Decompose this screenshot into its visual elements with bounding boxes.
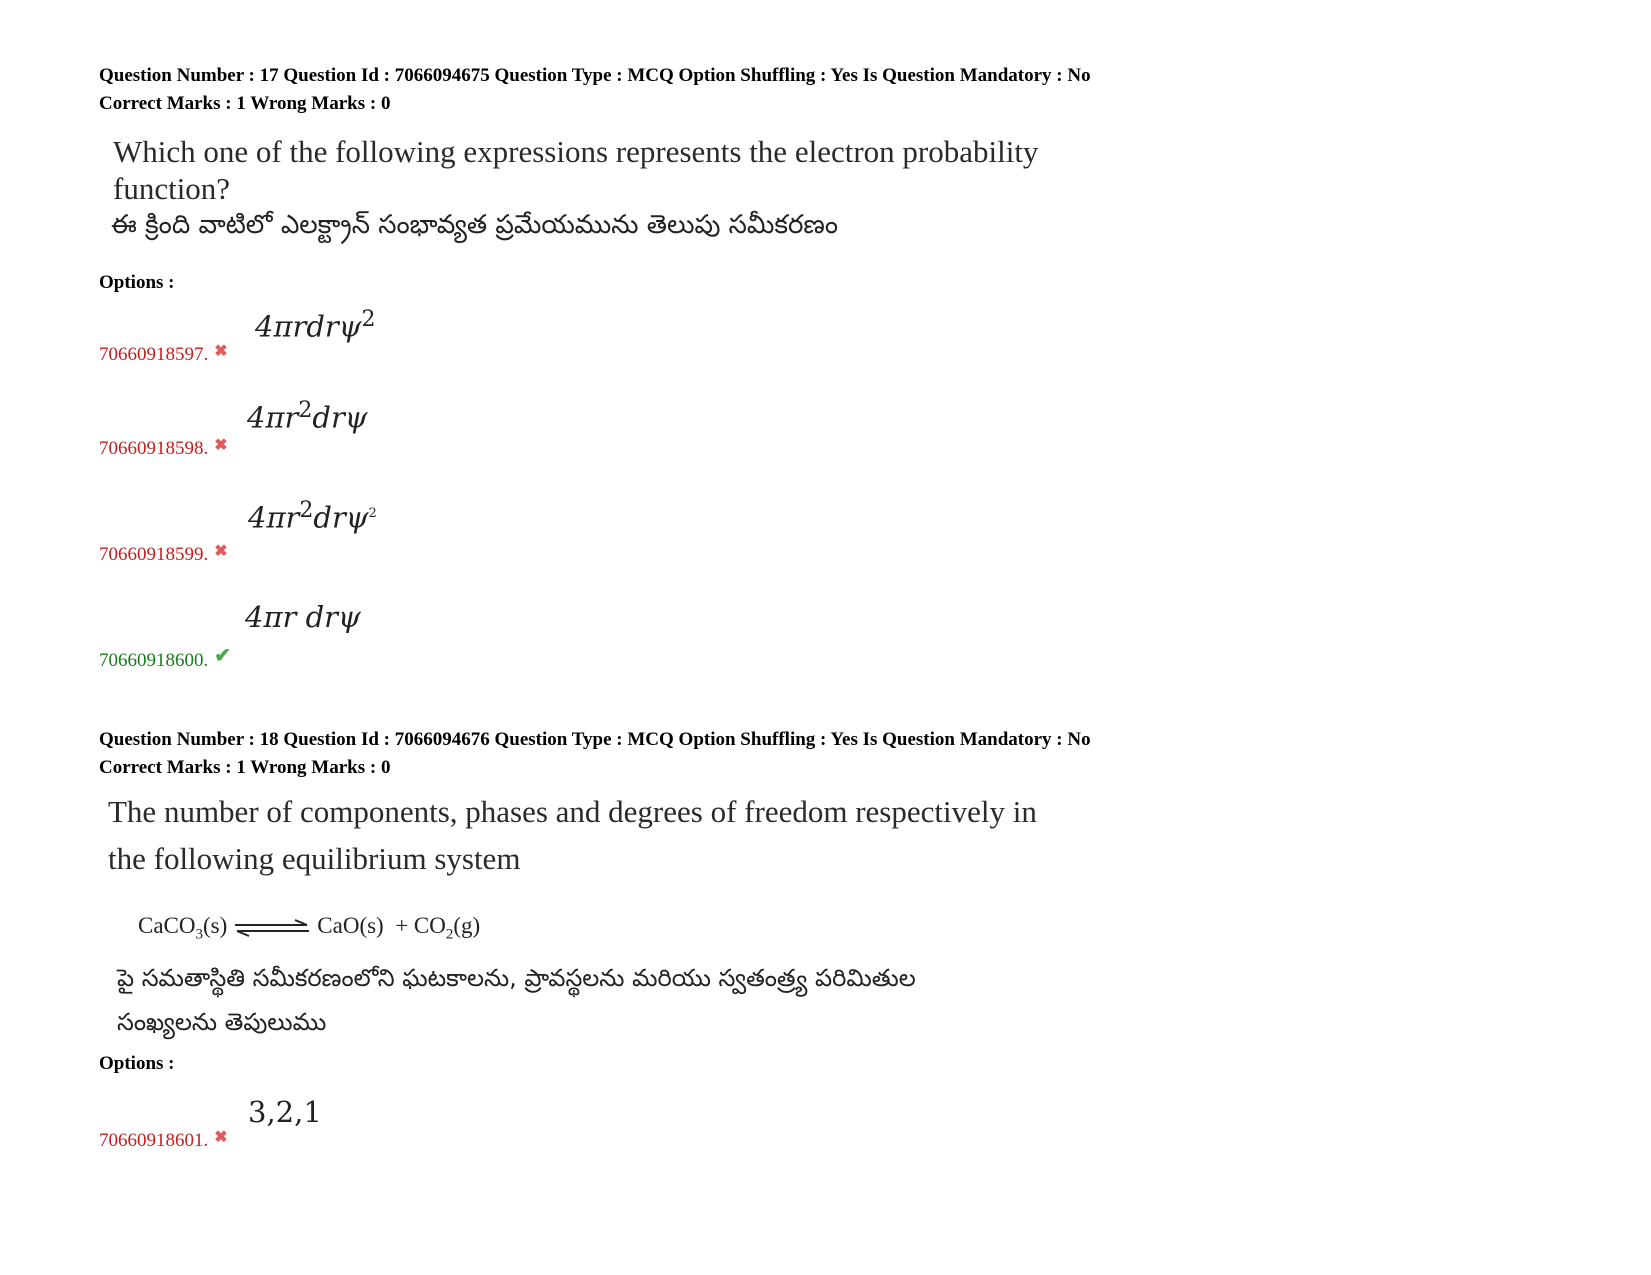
question-17-header: Question Number : 17 Question Id : 7066094675 Question Type : MCQ Option Shuffling : Yes Is Question Mandatory : No <box>99 65 1091 86</box>
option-18-1[interactable] <box>99 1127 228 1152</box>
question-18-telugu-line1: పై సమతాస్థితి సమీకరణంలోని ఘటకాలను, ప్రావస్థలను మరియు స్వతంత్ర్య పరిమితుల <box>117 964 916 992</box>
cross-icon: ✖ <box>214 437 228 454</box>
question-17-text-line1: Which one of the following expressions represents the electron probability <box>113 134 1039 169</box>
equilibrium-arrows-icon <box>233 919 311 937</box>
reaction-right-subscript: 2 <box>445 926 454 943</box>
question-17-text-line2: function? <box>113 171 231 206</box>
reaction-left-formula: CaCO <box>138 913 196 938</box>
option-17-3-expr-sup2: 2 <box>368 506 377 521</box>
option-17-1[interactable] <box>99 341 228 366</box>
option-17-1-expr-base: 4πrdrψ <box>255 309 362 344</box>
question-18-options-label: Options : <box>99 1053 175 1074</box>
equilibrium-reaction <box>138 913 480 944</box>
question-18-text-line1: The number of components, phases and degrees of freedom respectively in <box>108 794 1037 829</box>
option-17-2-expr-sup: 2 <box>298 398 313 423</box>
cross-icon: ✖ <box>214 543 228 560</box>
cross-icon: ✖ <box>214 343 228 360</box>
option-17-3-id: 70660918599. <box>99 544 209 565</box>
check-icon: ✔ <box>214 645 232 667</box>
option-17-2-expression <box>247 398 368 435</box>
option-18-1-expression: 3,2,1 <box>248 1095 322 1129</box>
question-18-text-line2: the following equilibrium system <box>108 841 521 876</box>
option-17-3-expression <box>248 498 377 535</box>
option-17-2[interactable] <box>99 435 228 460</box>
option-17-1-id: 70660918597. <box>99 344 209 365</box>
option-17-1-expression <box>255 307 376 344</box>
option-17-1-expr-sup: 2 <box>361 307 376 332</box>
reaction-left <box>138 913 227 944</box>
option-17-2-expr-b: drψ <box>312 400 368 435</box>
option-18-1-id: 70660918601. <box>99 1130 209 1151</box>
option-17-3[interactable] <box>99 541 228 566</box>
reaction-left-subscript: 3 <box>195 926 203 943</box>
question-18-telugu-line2: సంఖ్యలను తెపులుము <box>117 1008 327 1036</box>
option-17-4[interactable] <box>99 643 231 672</box>
question-17-telugu-text: ఈ క్రింది వాటిలో ఎలక్ట్రాన్ సంభావ్యత ప్రమేయమును తెలుపు సమీకరణం <box>111 210 839 240</box>
reaction-right <box>317 913 480 944</box>
question-17-marks: Correct Marks : 1 Wrong Marks : 0 <box>99 93 391 114</box>
reaction-left-state: (s) <box>203 913 228 938</box>
question-17-meta <box>99 62 1091 118</box>
question-17-options-label: Options : <box>99 272 175 293</box>
option-17-2-expr-a: 4πr <box>247 400 299 435</box>
reaction-right-formula: CaO(s) + CO <box>317 913 446 938</box>
question-18-header: Question Number : 18 Question Id : 7066094676 Question Type : MCQ Option Shuffling : Yes Is Question Mandatory : No <box>99 729 1091 750</box>
cross-icon: ✖ <box>214 1129 228 1146</box>
reaction-right-state: (g) <box>453 913 481 938</box>
option-17-4-expression: 4πr drψ <box>245 600 361 634</box>
question-18-marks: Correct Marks : 1 Wrong Marks : 0 <box>99 757 391 778</box>
option-17-2-id: 70660918598. <box>99 438 209 459</box>
option-17-3-expr-sup: 2 <box>299 498 314 523</box>
option-17-3-expr-a: 4πr <box>248 500 300 535</box>
option-17-3-expr-b: drψ <box>313 500 369 535</box>
question-18-meta <box>99 726 1091 782</box>
option-17-4-id: 70660918600. <box>99 650 209 671</box>
